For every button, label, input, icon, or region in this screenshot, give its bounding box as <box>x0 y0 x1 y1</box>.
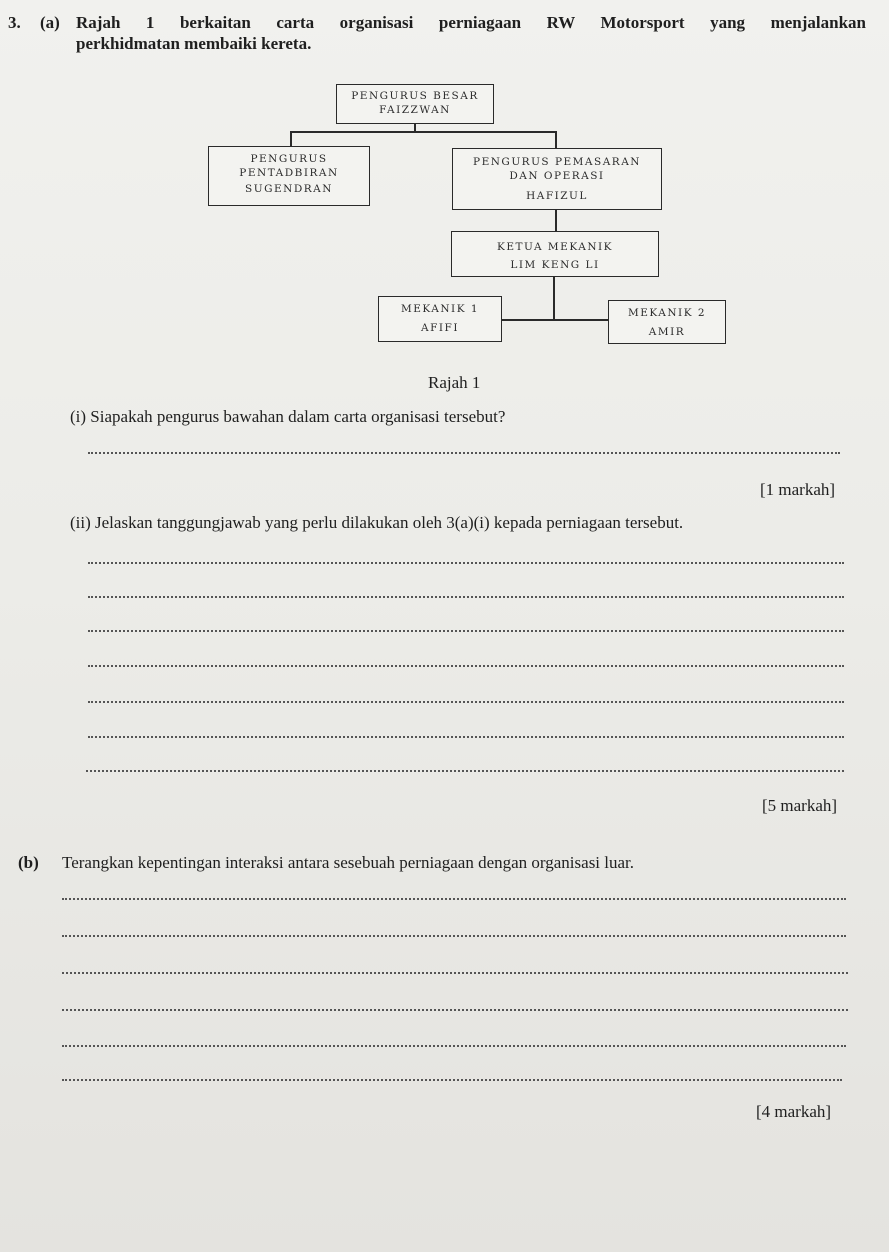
answer-line[interactable] <box>88 562 844 564</box>
box-mekanik-2 <box>608 300 726 344</box>
answer-line[interactable] <box>62 972 848 974</box>
part-a-text-line1: Rajah 1 berkaitan carta organisasi perniagaan RW Motorsport yang menjalankan <box>76 13 866 32</box>
part-a-label: (a) <box>40 13 60 32</box>
mekanik-1-name: AFIFI <box>421 322 459 334</box>
answer-line[interactable] <box>88 701 844 703</box>
pentadbiran-title-line2: PENTADBIRAN <box>239 167 339 179</box>
ketua-mekanik-title: KETUA MEKANIK <box>496 241 614 253</box>
answer-line[interactable] <box>62 1079 842 1081</box>
pemasaran-title-line1: PENGURUS PEMASARAN <box>473 156 641 168</box>
pemasaran-name: HAFIZUL <box>526 190 588 202</box>
question-number: 3. <box>8 13 21 32</box>
pentadbiran-title-line1: PENGURUS <box>250 153 328 165</box>
connector-top-horizontal <box>290 131 556 133</box>
connector-marketing-vertical <box>555 131 557 149</box>
box-ketua-mekanik <box>451 231 659 277</box>
part-b-question: Terangkan kepentingan interaksi antara sesebuah perniagaan dengan organisasi luar. <box>62 853 635 872</box>
mekanik-2-name: AMIR <box>648 326 686 338</box>
connector-admin-vertical <box>290 131 292 147</box>
answer-line[interactable] <box>62 935 846 937</box>
answer-line[interactable] <box>88 596 844 598</box>
answer-line[interactable] <box>62 1009 848 1011</box>
answer-line[interactable] <box>86 770 844 772</box>
part-a-text-line2: perkhidmatan membaiki kereta. <box>76 34 312 53</box>
part-b-label: (b) <box>18 853 39 872</box>
marks-ii: [5 markah] <box>762 796 838 815</box>
box-pengurus-besar <box>336 84 494 124</box>
sub-question-i: (i) Siapakah pengurus bawahan dalam carta organisasi tersebut? <box>70 407 506 426</box>
answer-line[interactable] <box>88 736 844 738</box>
answer-line[interactable] <box>88 630 844 632</box>
marks-b: [4 markah] <box>756 1102 832 1121</box>
answer-line[interactable] <box>62 1045 846 1047</box>
mekanik-2-title: MEKANIK 2 <box>627 307 707 319</box>
connector-marketing-to-head <box>555 210 557 232</box>
pentadbiran-name: SUGENDRAN <box>245 183 333 195</box>
box-pengurus-pemasaran <box>452 148 662 210</box>
marks-i: [1 markah] <box>760 480 836 499</box>
pengurus-besar-name: FAIZZWAN <box>379 104 451 116</box>
ketua-mekanik-name: LIM KENG LI <box>510 259 600 271</box>
answer-line[interactable] <box>88 665 844 667</box>
answer-line[interactable] <box>62 898 846 900</box>
figure-caption: Rajah 1 <box>428 373 481 392</box>
pemasaran-title-line2: DAN OPERASI <box>509 170 605 182</box>
mekanik-1-title: MEKANIK 1 <box>400 303 480 315</box>
connector-head-vertical <box>553 277 555 321</box>
box-mekanik-1 <box>378 296 502 342</box>
box-pengurus-pentadbiran <box>208 146 370 206</box>
connector-mechanics-horizontal <box>500 319 610 321</box>
sub-question-ii: (ii) Jelaskan tanggungjawab yang perlu dilakukan oleh 3(a)(i) kepada perniagaan tersebut. <box>70 513 684 532</box>
answer-line[interactable] <box>88 452 840 454</box>
pengurus-besar-title: PENGURUS BESAR <box>351 90 479 102</box>
